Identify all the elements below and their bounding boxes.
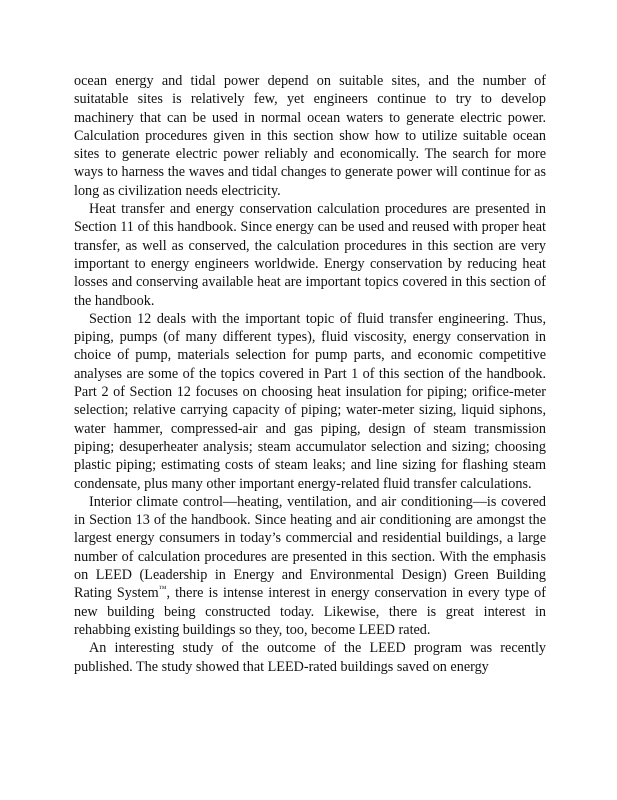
paragraph-fluid-transfer: Section 12 deals with the important topic of fluid transfer engineering. Thus, piping, pumps (of many different types), fluid viscosity, energy conservation in choice of pump, materials selection for pump parts, and economic competitive analyses are some of the topics covered in Part 1 of this section of the handbook. Part 2 of Section 12 focuses on choosing heat insulation for piping; orifice-meter selection; relative carrying capacity of piping; water-meter sizing, liquid siphons, water hammer, compressed-air and gas piping, design of steam transmission piping; desuperheater analysis; steam accumulator selection and sizing; choosing plastic piping; estimating costs of steam leaks; and line sizing for flashing steam condensate, plus many other important energy-related fluid transfer calculations. [74,310,546,492]
trademark-symbol: ™ [158,584,167,594]
climate-text-part-1: Interior climate control—heating, ventilation, and air conditioning—is covered in Section 13 of the handbook. Since heating and air conditioning are amongst the largest energy consumers in today’s commercial and residential buildings, a large number of calculation procedures are presented in this section. With the emphasis on LEED (Leadership in Energy and Environmental Design) Green Building Rating System [74,493,546,602]
paragraph-heat-transfer: Heat transfer and energy conservation calculation procedures are presented in Section 11 of this handbook. Since energy can be used and reused with proper heat transfer, as well as conserved, the calculation procedures in this section are very important to energy engineers worldwide. Energy conservation by reducing heat losses and conserving available heat are important topics covered in this section of the handbook. [74,201,546,309]
paragraph-ocean-energy: ocean energy and tidal power depend on suitable sites, and the number of suitatable sites is relatively few, yet engineers continue to try to develop machinery that can be used in normal ocean waters to generate electric power. Calculation procedures given in this section show how to utilize suitable ocean sites to generate electric power reliably and economically. The search for more ways to harness the waves and tidal changes to generate power will continue for as long as civilization needs electricity. [74,73,546,199]
document-page [74,72,546,676]
climate-text-part-2: , there is intense interest in energy conservation in every type of new building being constructed today. Likewise, there is great interest in rehabbing existing buildings so they, too, become LEED rated. [74,585,546,638]
paragraph-leed-study: An interesting study of the outcome of the LEED program was recently published. The study showed that LEED-rated buildings saved on energy [74,640,546,675]
paragraph-climate-control [74,493,546,639]
